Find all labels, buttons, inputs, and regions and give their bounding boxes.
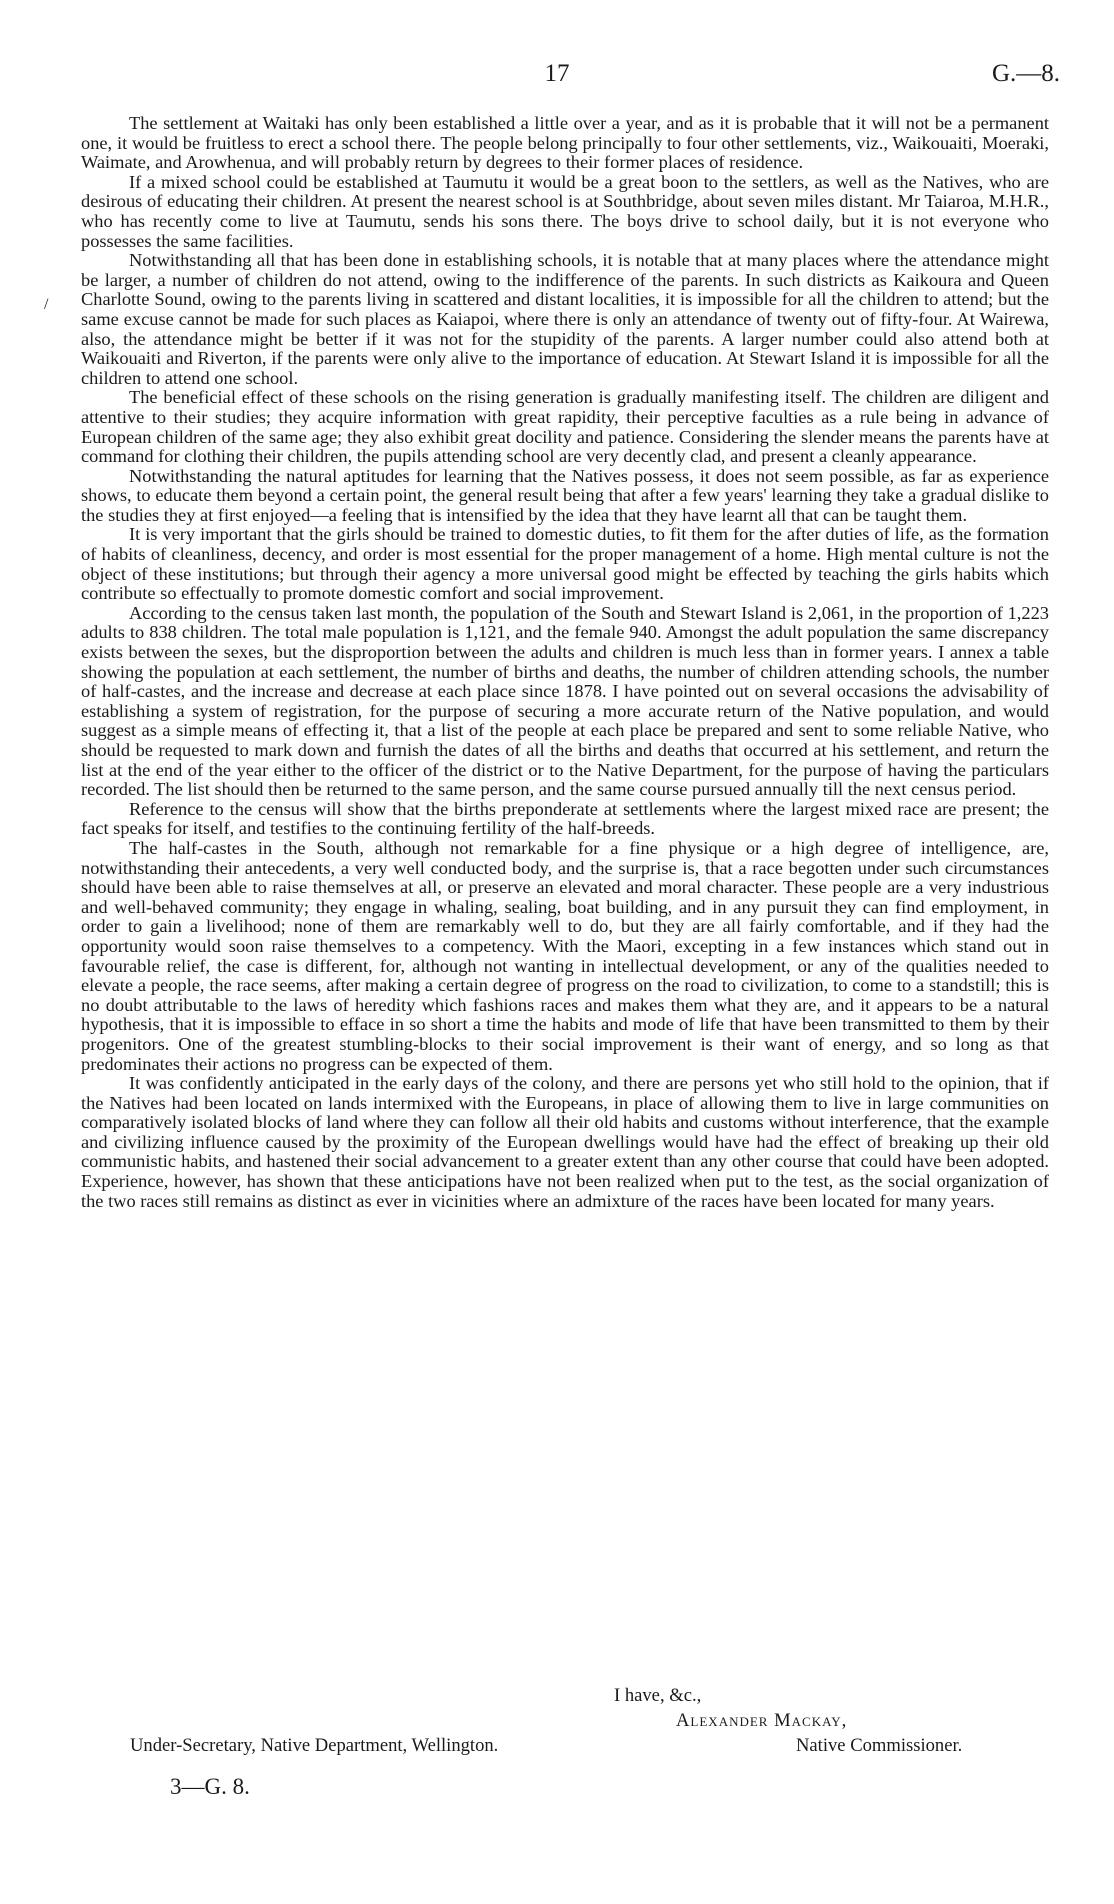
- closing-greeting: I have, &c.,: [614, 1685, 702, 1706]
- signatory-name: Alexander Mackay,: [676, 1710, 848, 1731]
- paragraph-girls-training: It is very important that the girls should be trained to domestic duties, to fit them for the after duties of life, as the formation of habits of cleanliness, decency, and order is most essential for the proper management of a home. High mental culture is not the object of these institutions; but through their agency a more universal good might be effected by teaching the girls habits which contribute so effectually to promote domestic comfort and social improvement.: [81, 524, 1049, 604]
- page-number: 17: [544, 60, 570, 87]
- paragraph-half-castes: The half-castes in the South, although not remarkable for a fine physique or a high degree of intelligence, are, notwithstanding their antecedents, a very well conducted body, and the surprise is, that a race begotten under such circumstances should have been able to raise themselves at all, or preserve an elevated and moral character. These people are a very industrious and well-behaved community; they engage in whaling, sealing, boat building, and in any pursuit they can find employment, in order to gain a livelihood; none of them are remarkably well to do, but they are all fairly comfortable, and if they had the opportunity would soon raise themselves to a competency. With the Maori, excepting in a few instances which stand out in favourable relief, the case is different, for, although not wanting in intellectual development, or any of the qualities needed to elevate a people, the race seems, after making a certain degree of progress on the road to civilization, to come to a standstill; this is no doubt attributable to the laws of heredity which fashions races and makes them what they are, and it appears to be a natural hypothesis, that it is impossible to efface in so short a time the habits and mode of life that have been transmitted to them by their progenitors. One of the greatest stumbling-blocks to their social improvement is their want of energy, and so long as that predominates their actions no progress can be expected of them.: [81, 837, 1049, 1074]
- letter-closing: [0, 1685, 1114, 1795]
- addressee: Under-Secretary, Native Department, Wellington.: [130, 1735, 499, 1756]
- margin-mark: /: [44, 296, 49, 313]
- paragraph-census: According to the census taken last month, the population of the South and Stewart Island is 2,061, in the proportion of 1,223 adults to 838 children. The total male population is 1,121, and the female 940. Amongst the adult population the same discrepancy exists between the sexes, but the disproportion between the adults and children is much less than in former years. I annex a table showing the population at each settlement, the number of births and deaths, the number of children attending schools, the number of half-castes, and the increase and decrease at each place since 1878. I have pointed out on several occasions the advisability of establishing a system of registration, for the purpose of securing a more accurate return of the Native population, and would suggest as a simple means of effecting it, that a list of the people at each place be prepared and sent to some reliable Native, who should be requested to mark down and furnish the dates of all the births and deaths that occurred at his settlement, and return the list at the end of the year either to the officer of the district or to the Native Department, for the purpose of having the particulars recorded. The list should then be returned to the same person, and the same course pursued annually till the next census period.: [81, 602, 1049, 800]
- paragraph-taumutu: If a mixed school could be established at Taumutu it would be a great boon to the settlers, as well as the Natives, who are desirous of educating their children. At present the nearest school is at Southbridge, about seven miles distant. Mr Taiaroa, M.H.R., who has recently come to live at Taumutu, sends his sons there. The boys drive to school daily, but it is not everyone who possesses the same facilities.: [81, 171, 1049, 251]
- paragraph-anticipation: It was confidently anticipated in the early days of the colony, and there are persons yet who still hold to the opinion, that if the Natives had been located on lands intermixed with the Europeans, in place of allowing them to live in large communities on comparatively isolated blocks of land where they can follow all their old habits and customs without interference, that the example and civilizing influence caused by the proximity of the European dwellings would have had the effect of breaking up their old communistic habits, and hastened their social advancement to a greater extent than any other course that could have been adopted. Experience, however, has shown that these anticipations have not been realized when put to the test, as the social organization of the two races still remains as distinct as ever in vicinities where an admixture of the races have been located for many years.: [81, 1073, 1049, 1211]
- sheet-reference: 3—G. 8.: [170, 1774, 250, 1799]
- paragraph-attendance: Notwithstanding all that has been done in establishing schools, it is notable that at many places where the attendance might be larger, a number of children do not attend, owing to the indifference of the parents. In such districts as Kaikoura and Queen Charlotte Sound, owing to the parents living in scattered and distant localities, it is impossible for all the children to attend; but the same excuse cannot be made for such places as Kaiapoi, where there is only an attendance of twenty out of fifty-four. At Wairewa, also, the attendance might be better if it was not for the stupidity of the parents. A larger number could also attend both at Waikouaiti and Riverton, if the parents were only alive to the importance of education. At Stewart Island it is impossible for all the children to attend one school.: [81, 250, 1049, 388]
- paragraph-schools-effect: The beneficial effect of these schools on the rising generation is gradually manifesting itself. The children are diligent and attentive to their studies; they acquire information with great rapidity, their perceptive faculties as a rule being in advance of European children of the same age; they also exhibit great docility and patience. Considering the slender means the parents have at command for clothing their children, the pupils attending school are very decently clad, and present a cleanly appearance.: [81, 387, 1049, 467]
- paper-reference: G.—8.: [991, 60, 1060, 87]
- paragraph-waitaki: The settlement at Waitaki has only been established a little over a year, and as it is probable that it will not be a permanent one, it would be fruitless to erect a school there. The people belong principally to four other settlements, viz., Waikouaiti, Moeraki, Waimate, and Arowhenua, and will probably return by degrees to their former places of residence.: [81, 113, 1049, 173]
- signatory-title: Native Commissioner.: [796, 1735, 963, 1756]
- paragraph-births: Reference to the census will show that the births preponderate at settlements where the largest mixed race are present; the fact speaks for itself, and testifies to the continuing fertility of the half-breeds.: [81, 798, 1049, 839]
- report-body: [81, 114, 1049, 1211]
- paragraph-aptitudes: Notwithstanding the natural aptitudes for learning that the Natives possess, it does not seem possible, as far as experience shows, to educate them beyond a certain point, the general result being that after a few years' learning they take a gradual dislike to the studies they at first enjoyed—a feeling that is intensified by the idea that they have learnt all that can be taught them.: [81, 465, 1049, 525]
